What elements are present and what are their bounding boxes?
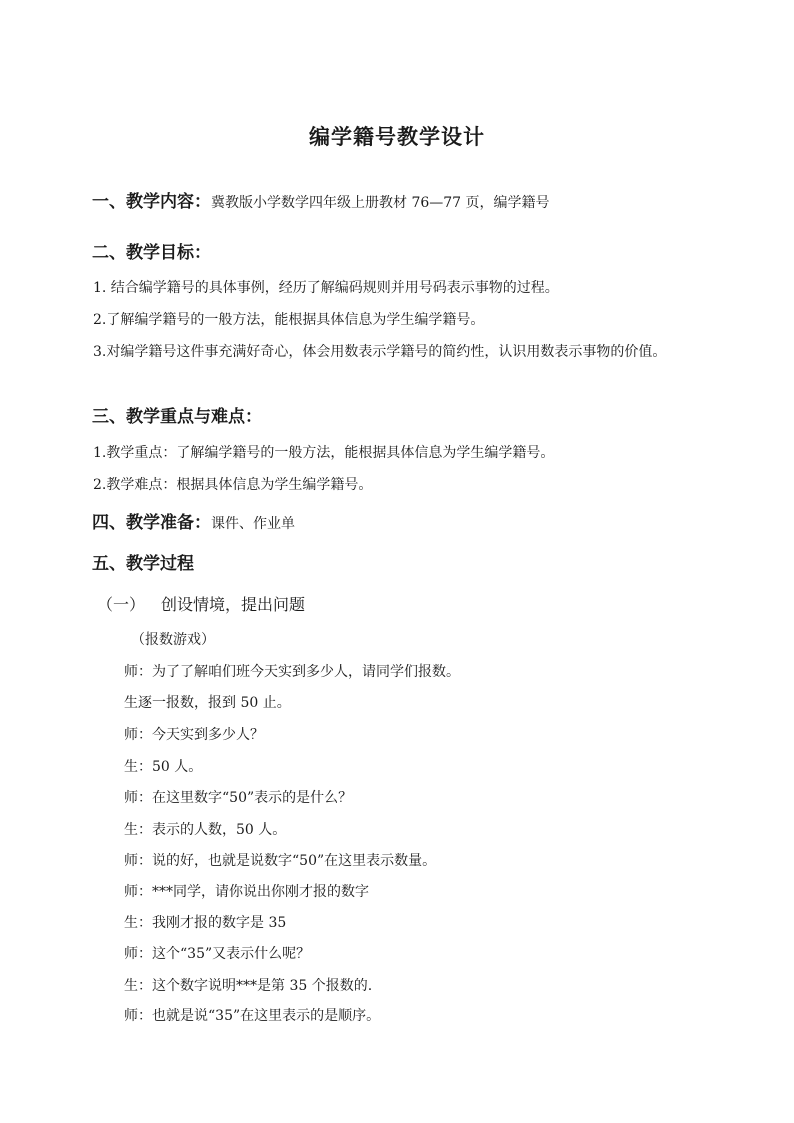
key-point-item-2: 2.教学难点：根据具体信息为学生编学籍号。 xyxy=(93,477,373,493)
dialogue-line: 师：***同学，请你说出你刚才报的数字 xyxy=(124,884,369,900)
section-heading: 五、教学过程 xyxy=(92,554,194,574)
dialogue-line: 生逐一报数，报到 50 止。 xyxy=(124,695,291,711)
dialogue-line: 师：也就是说“35”在这里表示的是顺序。 xyxy=(124,1008,381,1024)
dialogue-line: 师：今天实到多少人？ xyxy=(124,727,264,743)
activity-note: （报数游戏） xyxy=(131,632,215,648)
document-title: 编学籍号教学设计 xyxy=(309,125,485,149)
key-point-item-1: 1.教学重点：了解编学籍号的一般方法，能根据具体信息为学生编学籍号。 xyxy=(93,445,555,461)
dialogue-line: 师：这个“35”又表示什么呢？ xyxy=(124,946,311,962)
dialogue-line: 生：50 人。 xyxy=(124,759,203,775)
subsection-heading xyxy=(97,593,305,617)
section-text: 课件、作业单 xyxy=(211,516,295,532)
section-teaching-content xyxy=(92,189,550,216)
section-text: 冀教版小学数学四年级上册教材 76—77 页，编学籍号 xyxy=(211,195,550,211)
section-heading: 二、教学目标： xyxy=(92,243,211,263)
dialogue-line: 师：为了了解咱们班今天实到多少人，请同学们报数。 xyxy=(124,664,460,680)
section-heading: 三、教学重点与难点： xyxy=(92,407,262,427)
subsection-text: 创设情境，提出问题 xyxy=(161,595,306,614)
section-key-points xyxy=(92,404,262,430)
dialogue-line: 师：说的好，也就是说数字“50”在这里表示数量。 xyxy=(124,853,437,869)
goal-item-3: 3.对编学籍号这件事充满好奇心，体会用数表示学籍号的简约性，认识用数表示事物的价值。 xyxy=(93,344,667,360)
subsection-number: （一） xyxy=(97,595,146,614)
section-teaching-goals xyxy=(92,240,211,266)
dialogue-line: 生：我刚才报的数字是 35 xyxy=(124,915,287,931)
dialogue-line: 生：这个数字说明***是第 35 个报数的. xyxy=(124,978,373,994)
dialogue-line: 师：在这里数字“50”表示的是什么？ xyxy=(124,790,353,806)
section-process xyxy=(92,551,194,577)
section-heading: 一、教学内容： xyxy=(92,192,211,212)
goal-item-1: 1. 结合编学籍号的具体事例，经历了解编码规则并用号码表示事物的过程。 xyxy=(93,280,559,296)
goal-item-2: 2.了解编学籍号的一般方法，能根据具体信息为学生编学籍号。 xyxy=(93,312,485,328)
dialogue-line: 生：表示的人数，50 人。 xyxy=(124,822,287,838)
section-preparation xyxy=(92,510,295,537)
section-heading: 四、教学准备： xyxy=(92,513,211,533)
